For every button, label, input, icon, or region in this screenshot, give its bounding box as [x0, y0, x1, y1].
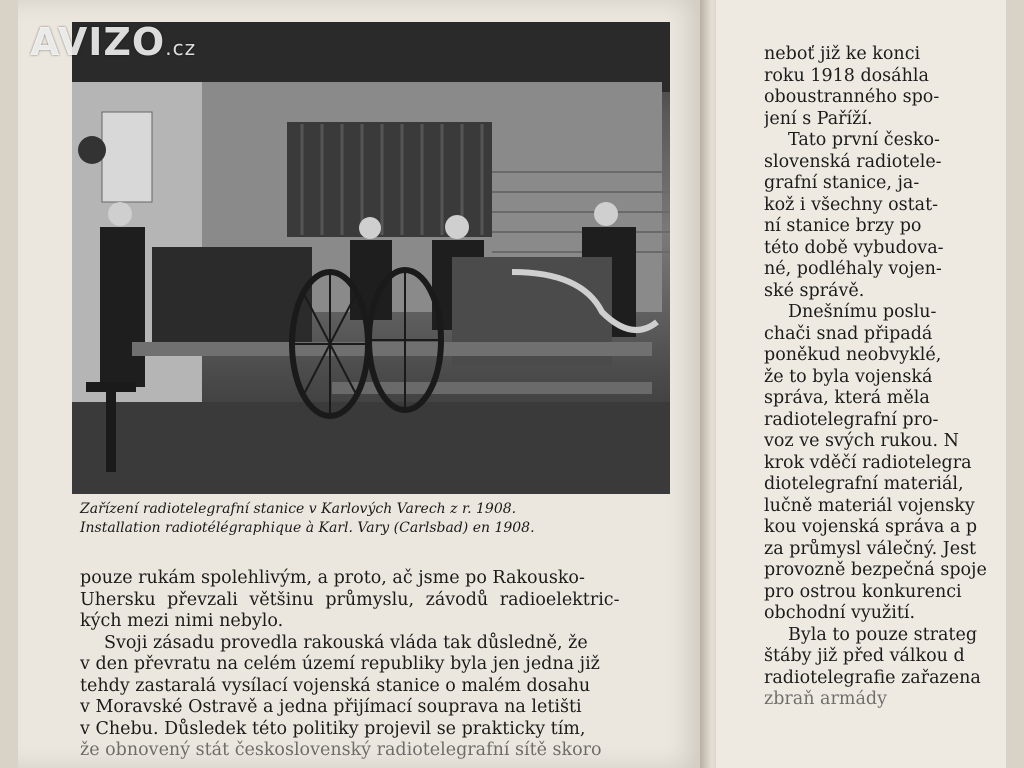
text-line: jení s Paříží.	[764, 108, 873, 129]
text-line: poněkud neobvyklé,	[764, 345, 942, 365]
left-body-text	[80, 568, 680, 762]
text-line: Svoji zásadu provedla rakouská vláda tak důsledně, že	[104, 632, 588, 653]
text-line: neboť již ke konci	[764, 44, 921, 64]
text-line: v Moravské Ostravě a jedna přijímací souprava na letišti	[80, 697, 582, 717]
text-line: lučně materiál vojensky	[764, 495, 975, 516]
text-line: grafní stanice, ja-	[764, 173, 920, 193]
text-line: zbraň armády	[764, 689, 887, 709]
text-line: slovenská radiotele-	[764, 151, 942, 172]
text-line: Uhersku převzali většinu průmyslu, závodů radioelektric-	[80, 589, 620, 610]
text-line: této době vybudova-	[764, 237, 944, 258]
right-body-text	[764, 44, 1009, 711]
photo-illustration	[72, 22, 670, 494]
caption-french: Installation radiotélégraphique à Karl. Vary (Carlsbad) en 1908.	[80, 520, 535, 536]
text-line: radiotelegrafní pro-	[764, 409, 939, 430]
watermark-brand: AVIZO	[30, 20, 166, 64]
text-line: obchodní využití.	[764, 603, 916, 623]
text-line: provozně bezpečná spoje	[764, 560, 987, 580]
text-line: tehdy zastaralá vysílací vojenská stanice o malém dosahu	[80, 675, 591, 696]
text-line: v Chebu. Důsledek této politiky projevil se prakticky tím,	[80, 718, 586, 739]
text-line: správa, která měla	[764, 388, 930, 408]
text-line: Dnešnímu poslu-	[788, 302, 937, 322]
text-line: že obnovený stát československý radiotelegrafní sítě skoro	[80, 740, 602, 760]
text-line: diotelegrafní materiál,	[764, 474, 964, 494]
caption-czech: Zařízení radiotelegrafní stanice v Karlových Varech z r. 1908.	[80, 501, 517, 517]
text-line: kých mezi nimi nebylo.	[80, 611, 284, 631]
text-line: chači snad připadá	[764, 323, 933, 344]
text-line: pro ostrou konkurenci	[764, 581, 962, 602]
text-line: kou vojenská správa a p	[764, 517, 978, 537]
text-line: Tato první česko-	[788, 130, 940, 150]
photo-caption	[80, 500, 680, 538]
text-line: voz ve svých rukou. N	[764, 431, 959, 451]
text-line: kož i všechny ostat-	[764, 194, 939, 215]
left-page	[18, 0, 706, 768]
text-line: že to byla vojenská	[764, 366, 933, 387]
text-line: radiotelegrafie zařazena	[764, 667, 981, 688]
text-line: roku 1918 dosáhla	[764, 65, 929, 86]
text-line: ské správě.	[764, 280, 865, 301]
text-line: krok vděčí radiotelegra	[764, 452, 972, 473]
text-line: štáby již před válkou d	[764, 646, 965, 666]
text-line: za průmysl válečný. Jest	[764, 538, 977, 559]
text-line: pouze rukám spolehlivým, a proto, ač jsme po Rakousko-	[80, 568, 585, 588]
text-line: oboustranného spo-	[764, 87, 940, 107]
watermark-tld: .cz	[165, 36, 197, 60]
text-line: ní stanice brzy po	[764, 216, 922, 236]
avizo-watermark-logo	[30, 20, 196, 64]
text-line: né, podléhaly vojen-	[764, 259, 942, 279]
text-line: v den převratu na celém území republiky byla jen jedna již	[80, 654, 600, 674]
text-line: Byla to pouze strateg	[788, 624, 978, 645]
historical-photo-radio-station	[72, 22, 670, 494]
